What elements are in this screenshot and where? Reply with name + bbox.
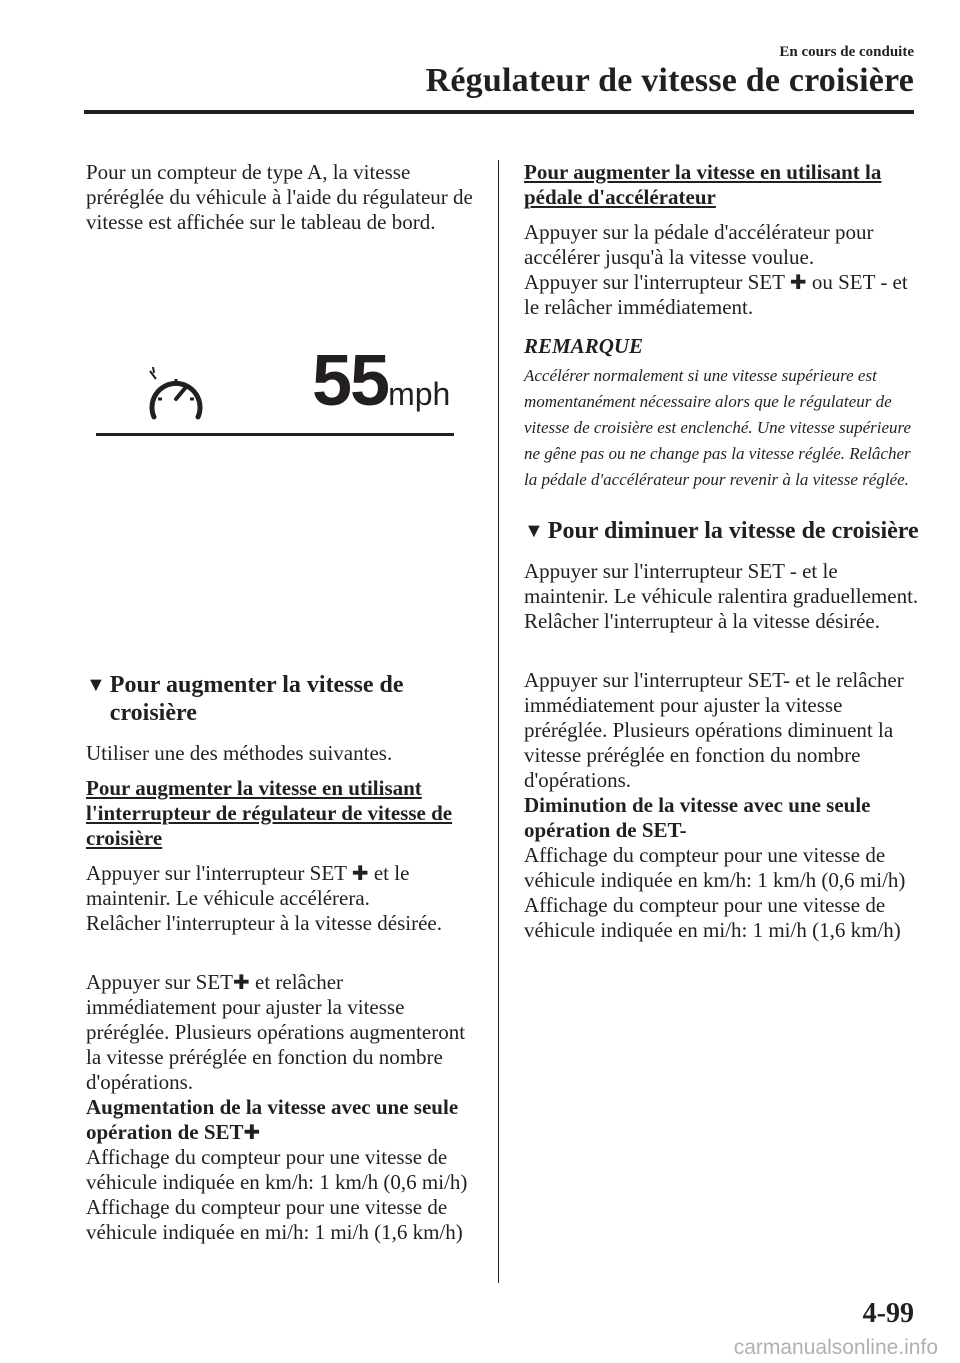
speed-display-figure: [86, 245, 476, 565]
release-text: Relâcher l'interrupteur à la vitesse désirée.: [86, 911, 442, 935]
column-divider: [498, 160, 499, 1283]
decrease-hold-paragraph: Appuyer sur l'interrupteur SET - et le maintenir. Le véhicule ralentira graduellement.: [524, 559, 919, 608]
plus-icon: ✚: [351, 861, 369, 885]
methods-text: Utiliser une des méthodes suivantes.: [86, 741, 393, 765]
heading-decrease-speed: ▼ Pour diminuer la vitesse de croisière: [524, 518, 919, 544]
mph-increment: Affichage du compteur pour une vitesse de véhicule indiquée en mi/h: 1 mi/h (1,6 km/h): [86, 1195, 463, 1244]
decrease-tap-paragraph: Appuyer sur l'interrupteur SET- et le relâcher immédiatement pour ajuster la vitesse préréglée. Plusieurs opérations diminuent la vitesse préréglée en fonction du nombre d'opérations.: [524, 668, 904, 792]
single-step-heading: Augmentation de la vitesse avec une seule opération de SET✚: [86, 1095, 459, 1144]
speed-readout: [312, 341, 451, 421]
pedal-paragraph: Appuyer sur la pédale d'accélérateur pour accélérer jusqu'à la vitesse voulue.: [524, 220, 874, 269]
pedal-set-paragraph: Appuyer sur l'interrupteur SET ✚ ou SET - et le relâcher immédiatement.: [524, 270, 908, 319]
note-text: Accélérer normalement si une vitesse supérieure est momentanément nécessaire alors que le régulateur de vitesse de croisière est enclenché. Une vitesse supérieure ne gêne pas ou ne change pas la vitesse réglée. Relâcher la pédale d'accélérateur pour revenir à la vitesse réglée.: [524, 366, 912, 489]
single-step-decrease-heading: Diminution de la vitesse avec une seule opération de SET-: [524, 793, 871, 842]
switch-hold-paragraph: Appuyer sur l'interrupteur SET ✚ et le maintenir. Le véhicule accélérera.: [86, 861, 410, 910]
plus-icon: ✚: [243, 1120, 261, 1144]
plus-icon: ✚: [789, 270, 807, 294]
subheading-switch: Pour augmenter la vitesse en utilisant l'interrupteur de régulateur de vitesse de croisière: [86, 776, 453, 850]
kmh-decrement: Affichage du compteur pour une vitesse de véhicule indiquée en km/h: 1 km/h (0,6 mi/h): [524, 843, 906, 892]
header-rule: [84, 110, 914, 114]
section-label: En cours de conduite: [779, 44, 914, 60]
page-number: 4-99: [862, 1298, 914, 1329]
note-title: REMARQUE: [524, 334, 644, 358]
subheading-pedal: Pour augmenter la vitesse en utilisant la pédale d'accélérateur: [524, 160, 882, 209]
heading-increase-speed: ▼ Pour augmenter la vitesse de croisière: [86, 672, 404, 726]
switch-tap-paragraph: Appuyer sur SET✚ et relâcher immédiatement pour ajuster la vitesse préréglée. Plusieurs opérations augmenteront la vitesse préréglée en fonction du nombre d'opérations.: [86, 970, 466, 1094]
figure-baseline: [96, 433, 454, 436]
speed-unit: mph: [388, 376, 451, 412]
triangle-bullet-icon: ▼: [86, 674, 106, 696]
watermark: carmanualsonline.info: [733, 1336, 938, 1359]
cruise-control-icon: [146, 365, 206, 427]
page-title: Régulateur de vitesse de croisière: [425, 62, 914, 99]
plus-icon: ✚: [232, 970, 250, 994]
left-column: [86, 160, 476, 1245]
kmh-increment: Affichage du compteur pour une vitesse de véhicule indiquée en km/h: 1 km/h (0,6 mi/h): [86, 1145, 468, 1194]
triangle-bullet-icon: ▼: [524, 520, 544, 542]
right-column: [524, 160, 919, 943]
decrease-release-text: Relâcher l'interrupteur à la vitesse désirée.: [524, 609, 880, 633]
speed-value: 55: [312, 341, 389, 421]
intro-paragraph: Pour un compteur de type A, la vitesse préréglée du véhicule à l'aide du régulateur de vitesse est affichée sur le tableau de bord.: [86, 160, 473, 234]
mph-decrement: Affichage du compteur pour une vitesse de véhicule indiquée en mi/h: 1 mi/h (1,6 km/h): [524, 893, 901, 942]
